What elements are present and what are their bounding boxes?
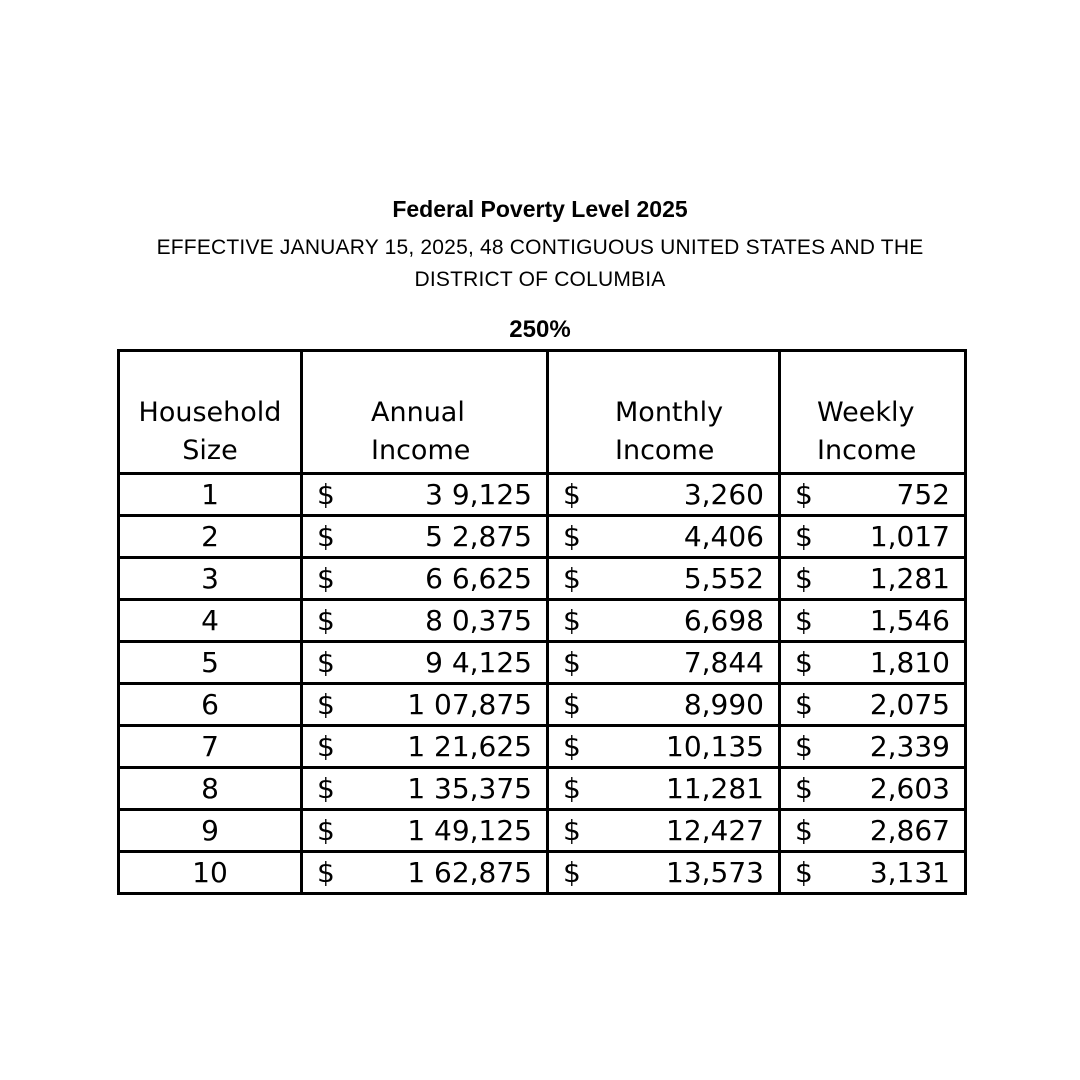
table-header-row <box>119 351 966 474</box>
annual-income-cell <box>302 558 548 600</box>
household-size-cell: 7 <box>119 726 302 768</box>
monthly-income-value: 12,427 <box>666 814 764 847</box>
weekly-income-value: 2,339 <box>869 730 950 763</box>
monthly-income-value: 5,552 <box>683 562 764 595</box>
currency-symbol: $ <box>795 520 813 553</box>
household-size-cell: 1 <box>119 474 302 516</box>
monthly-income-cell <box>548 726 780 768</box>
monthly-income-cell <box>548 684 780 726</box>
monthly-income-cell <box>548 852 780 894</box>
header-monthly-income <box>548 351 780 474</box>
annual-income-value: 6 6,625 <box>425 562 532 595</box>
currency-symbol: $ <box>317 772 335 805</box>
weekly-income-cell <box>780 558 966 600</box>
monthly-income-cell <box>548 558 780 600</box>
monthly-income-value: 8,990 <box>683 688 764 721</box>
table-row <box>119 474 966 516</box>
currency-symbol: $ <box>317 730 335 763</box>
header-household-size-line1: Household <box>138 397 282 428</box>
currency-symbol: $ <box>795 688 813 721</box>
monthly-income-cell <box>548 516 780 558</box>
monthly-income-value: 7,844 <box>683 646 764 679</box>
weekly-income-value: 1,546 <box>869 604 950 637</box>
weekly-income-cell <box>780 852 966 894</box>
weekly-income-value: 2,603 <box>869 772 950 805</box>
household-size-cell: 2 <box>119 516 302 558</box>
currency-symbol: $ <box>563 520 581 553</box>
header-household-size-line2: Size <box>182 435 238 466</box>
household-size-cell: 6 <box>119 684 302 726</box>
weekly-income-cell <box>780 642 966 684</box>
currency-symbol: $ <box>317 562 335 595</box>
weekly-income-value: 2,075 <box>869 688 950 721</box>
currency-symbol: $ <box>563 646 581 679</box>
currency-symbol: $ <box>563 856 581 889</box>
household-size-cell: 4 <box>119 600 302 642</box>
annual-income-value: 1 49,125 <box>407 814 532 847</box>
currency-symbol: $ <box>563 562 581 595</box>
percentage-label: 250% <box>509 316 571 343</box>
currency-symbol: $ <box>317 478 335 511</box>
currency-symbol: $ <box>563 814 581 847</box>
header-monthly-income-line1: Monthly <box>615 397 724 428</box>
currency-symbol: $ <box>795 646 813 679</box>
annual-income-cell <box>302 726 548 768</box>
annual-income-cell <box>302 810 548 852</box>
currency-symbol: $ <box>317 520 335 553</box>
annual-income-cell <box>302 516 548 558</box>
currency-symbol: $ <box>317 814 335 847</box>
annual-income-cell <box>302 768 548 810</box>
monthly-income-cell <box>548 642 780 684</box>
header-weekly-income <box>780 351 966 474</box>
currency-symbol: $ <box>795 604 813 637</box>
currency-symbol: $ <box>563 604 581 637</box>
monthly-income-cell <box>548 600 780 642</box>
monthly-income-value: 4,406 <box>683 520 764 553</box>
monthly-income-cell <box>548 474 780 516</box>
currency-symbol: $ <box>795 772 813 805</box>
weekly-income-cell <box>780 516 966 558</box>
currency-symbol: $ <box>563 478 581 511</box>
header-weekly-income-line2: Income <box>817 435 917 466</box>
table-row <box>119 642 966 684</box>
household-size-cell: 3 <box>119 558 302 600</box>
header-household-size <box>119 351 302 474</box>
table-row <box>119 810 966 852</box>
currency-symbol: $ <box>795 856 813 889</box>
table-row <box>119 516 966 558</box>
header-monthly-income-line2: Income <box>615 435 715 466</box>
annual-income-value: 5 2,875 <box>425 520 532 553</box>
page-title: Federal Poverty Level 2025 <box>392 196 688 222</box>
monthly-income-value: 6,698 <box>683 604 764 637</box>
weekly-income-value: 752 <box>896 478 950 511</box>
household-size-cell: 8 <box>119 768 302 810</box>
weekly-income-cell <box>780 474 966 516</box>
currency-symbol: $ <box>317 646 335 679</box>
currency-symbol: $ <box>317 856 335 889</box>
weekly-income-value: 2,867 <box>869 814 950 847</box>
annual-income-value: 1 35,375 <box>407 772 532 805</box>
annual-income-value: 3 9,125 <box>425 478 532 511</box>
household-size-cell: 9 <box>119 810 302 852</box>
header-annual-income-line1: Annual <box>371 397 465 428</box>
weekly-income-value: 3,131 <box>869 856 950 889</box>
annual-income-cell <box>302 642 548 684</box>
currency-symbol: $ <box>317 604 335 637</box>
weekly-income-value: 1,017 <box>869 520 950 553</box>
currency-symbol: $ <box>563 688 581 721</box>
annual-income-cell <box>302 684 548 726</box>
household-size-cell: 5 <box>119 642 302 684</box>
currency-symbol: $ <box>563 730 581 763</box>
weekly-income-cell <box>780 684 966 726</box>
household-size-cell: 10 <box>119 852 302 894</box>
weekly-income-cell <box>780 726 966 768</box>
weekly-income-value: 1,281 <box>869 562 950 595</box>
table-row <box>119 558 966 600</box>
monthly-income-cell <box>548 810 780 852</box>
currency-symbol: $ <box>795 730 813 763</box>
monthly-income-value: 11,281 <box>666 772 764 805</box>
weekly-income-cell <box>780 600 966 642</box>
table-row <box>119 684 966 726</box>
currency-symbol: $ <box>795 814 813 847</box>
weekly-income-cell <box>780 810 966 852</box>
currency-symbol: $ <box>317 688 335 721</box>
currency-symbol: $ <box>795 562 813 595</box>
table-row <box>119 600 966 642</box>
weekly-income-value: 1,810 <box>869 646 950 679</box>
annual-income-value: 9 4,125 <box>425 646 532 679</box>
annual-income-value: 1 62,875 <box>407 856 532 889</box>
annual-income-cell <box>302 852 548 894</box>
annual-income-cell <box>302 600 548 642</box>
weekly-income-cell <box>780 768 966 810</box>
annual-income-cell <box>302 474 548 516</box>
table-row <box>119 726 966 768</box>
monthly-income-value: 3,260 <box>683 478 764 511</box>
currency-symbol: $ <box>795 478 813 511</box>
header-annual-income-line2: Income <box>371 435 471 466</box>
header-weekly-income-line1: Weekly <box>817 397 915 428</box>
annual-income-value: 1 07,875 <box>407 688 532 721</box>
poverty-level-table <box>117 349 967 895</box>
annual-income-value: 1 21,625 <box>407 730 532 763</box>
table-row <box>119 768 966 810</box>
page-subtitle: EFFECTIVE JANUARY 15, 2025, 48 CONTIGUOUS UNITED STATES AND THE DISTRICT OF COLUMBIA <box>156 236 924 291</box>
header-annual-income <box>302 351 548 474</box>
monthly-income-value: 13,573 <box>666 856 764 889</box>
annual-income-value: 8 0,375 <box>425 604 532 637</box>
currency-symbol: $ <box>563 772 581 805</box>
monthly-income-cell <box>548 768 780 810</box>
table-row <box>119 852 966 894</box>
monthly-income-value: 10,135 <box>666 730 764 763</box>
